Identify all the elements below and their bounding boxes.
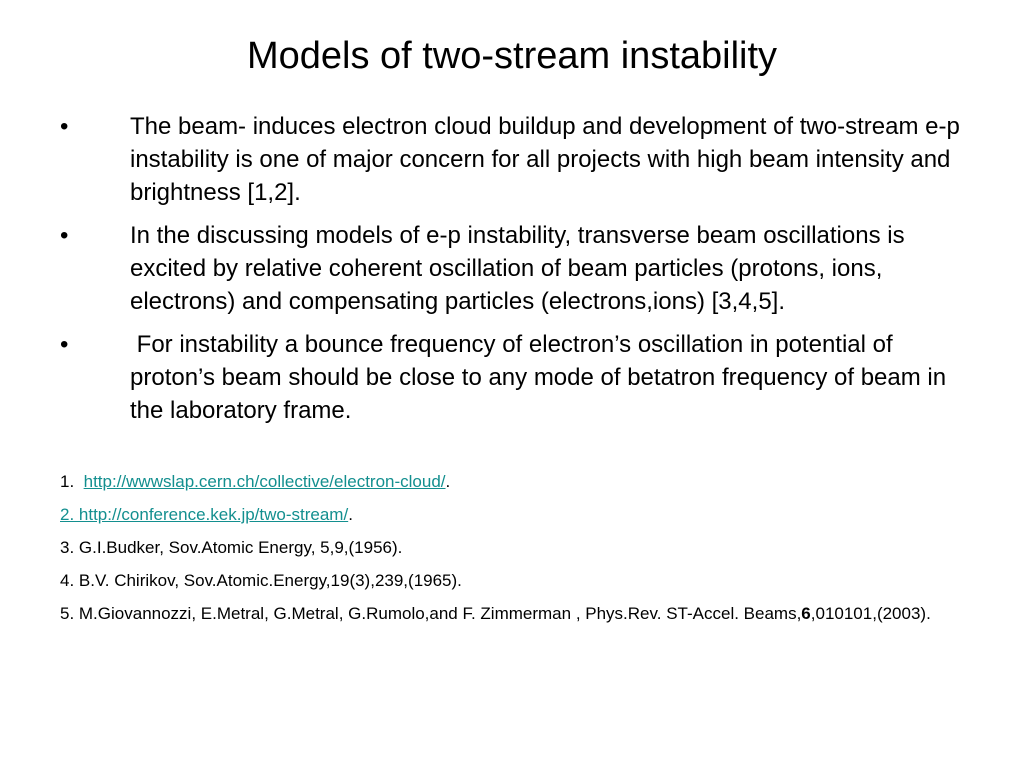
bullet-text: In the discussing models of e-p instability, transverse beam oscillations is excited by relative coherent oscillation of beam particles (protons, ions, electrons) and compensating particles (electrons,ions) [3,4,5]. (130, 222, 905, 315)
reference-3: 3. G.I.Budker, Sov.Atomic Energy, 5,9,(1956). (60, 538, 403, 557)
reference-1-number: 1. (60, 472, 84, 491)
slide-title: Models of two-stream instability (246, 35, 778, 77)
reference-1-suffix: . (445, 472, 451, 491)
reference-2-link[interactable]: 2. http://conference.kek.jp/two-stream/ (60, 505, 349, 524)
reference-4: 4. B.V. Chirikov, Sov.Atomic.Energy,19(3),239,(1965). (60, 571, 462, 590)
reference-2-suffix: . (348, 505, 353, 524)
reference-2 (60, 503, 960, 526)
bullet-text: For instability a bounce frequency of electron’s oscillation in potential of proton’s beam should be close to any mode of betatron frequency of beam in the laboratory frame. (130, 331, 953, 424)
reference-5-suffix: ,010101,(2003). (810, 604, 931, 623)
bullet-item (60, 110, 960, 209)
reference-1-link[interactable]: http://wwwslap.cern.ch/collective/electron-cloud/ (83, 472, 446, 491)
reference-list (60, 470, 960, 635)
reference-5-text: 5. M.Giovannozzi, E.Metral, G.Metral, G.Rumolo,and F. Zimmerman , Phys.Rev. ST-Accel. Beams, (60, 604, 802, 623)
reference-5 (60, 602, 960, 625)
reference-1 (60, 470, 960, 493)
bullet-icon: • (60, 113, 69, 140)
bullet-item (60, 328, 960, 427)
reference-5-volume: 6 (801, 604, 811, 623)
bullet-icon: • (60, 222, 69, 249)
bullet-text: The beam- induces electron cloud buildup and development of two-stream e-p instability is one of major concern for all projects with high beam intensity and brightness [1,2]. (130, 113, 960, 206)
bullet-list (60, 110, 960, 437)
bullet-item (60, 219, 960, 318)
bullet-icon: • (60, 331, 69, 358)
